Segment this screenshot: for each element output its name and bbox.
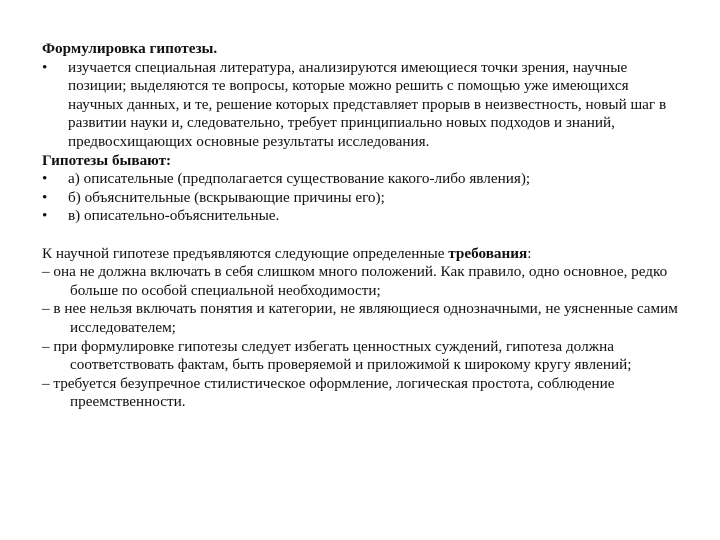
hypothesis-types-list [42, 170, 682, 226]
bullet-icon: • [42, 170, 48, 188]
document-body [42, 40, 682, 412]
list-item-text: в) описательно-объяснительные. [68, 207, 280, 225]
requirement-item: – требуется безупречное стилистическое оформление, логическая простота, соблюдение преемственности. [42, 374, 615, 411]
bullet-icon: • [42, 207, 48, 225]
requirements-keyword: требования [448, 244, 528, 262]
requirement-item: – она не должна включать в себя слишком много положений. Как правило, одно основное, редко больше по особой специальной необходимости; [42, 263, 668, 299]
hypothesis-formulation-heading: Формулировка гипотезы. [42, 40, 218, 57]
list-item-text: изучается специальная литература, анализируются имеющиеся точки зрения, научные позиции; выделяются те вопросы, которые можно решить с помощью уже имеющихся научных данных, и те, решение которых представляет прорыв в неизвестность, новый шаг в развитии науки и, следовательно, требует принципиально новых подходов и знаний, предвосхищающих основные результаты исследования. [68, 58, 667, 150]
bullet-icon: • [42, 188, 48, 206]
list-item-text: а) описательные (предполагается существование какого-либо явления); [68, 170, 531, 188]
list-item [42, 170, 682, 189]
requirement-item: – в нее нельзя включать понятия и категории, не являющиеся однозначными, не уясненные самим исследователем; [42, 300, 678, 336]
list-item [42, 207, 682, 226]
bullet-icon: • [42, 58, 48, 76]
list-item [42, 59, 682, 152]
list-item-text: б) объяснительные (вскрывающие причины его); [68, 188, 385, 206]
list-item [42, 189, 682, 208]
requirements-intro [42, 245, 682, 264]
formulation-list [42, 59, 682, 152]
hypothesis-types-heading: Гипотезы бывают: [42, 151, 172, 169]
paragraph-spacer [42, 226, 682, 245]
requirements-intro-end: : [527, 244, 532, 262]
requirement-item: – при формулировке гипотезы следует избегать ценностных суждений, гипотеза должна соответствовать фактам, быть проверяемой и приложимой к широкому кругу явлений; [42, 337, 632, 374]
requirements-intro-text: К научной гипотезе предъявляются следующие определенные [42, 244, 449, 262]
